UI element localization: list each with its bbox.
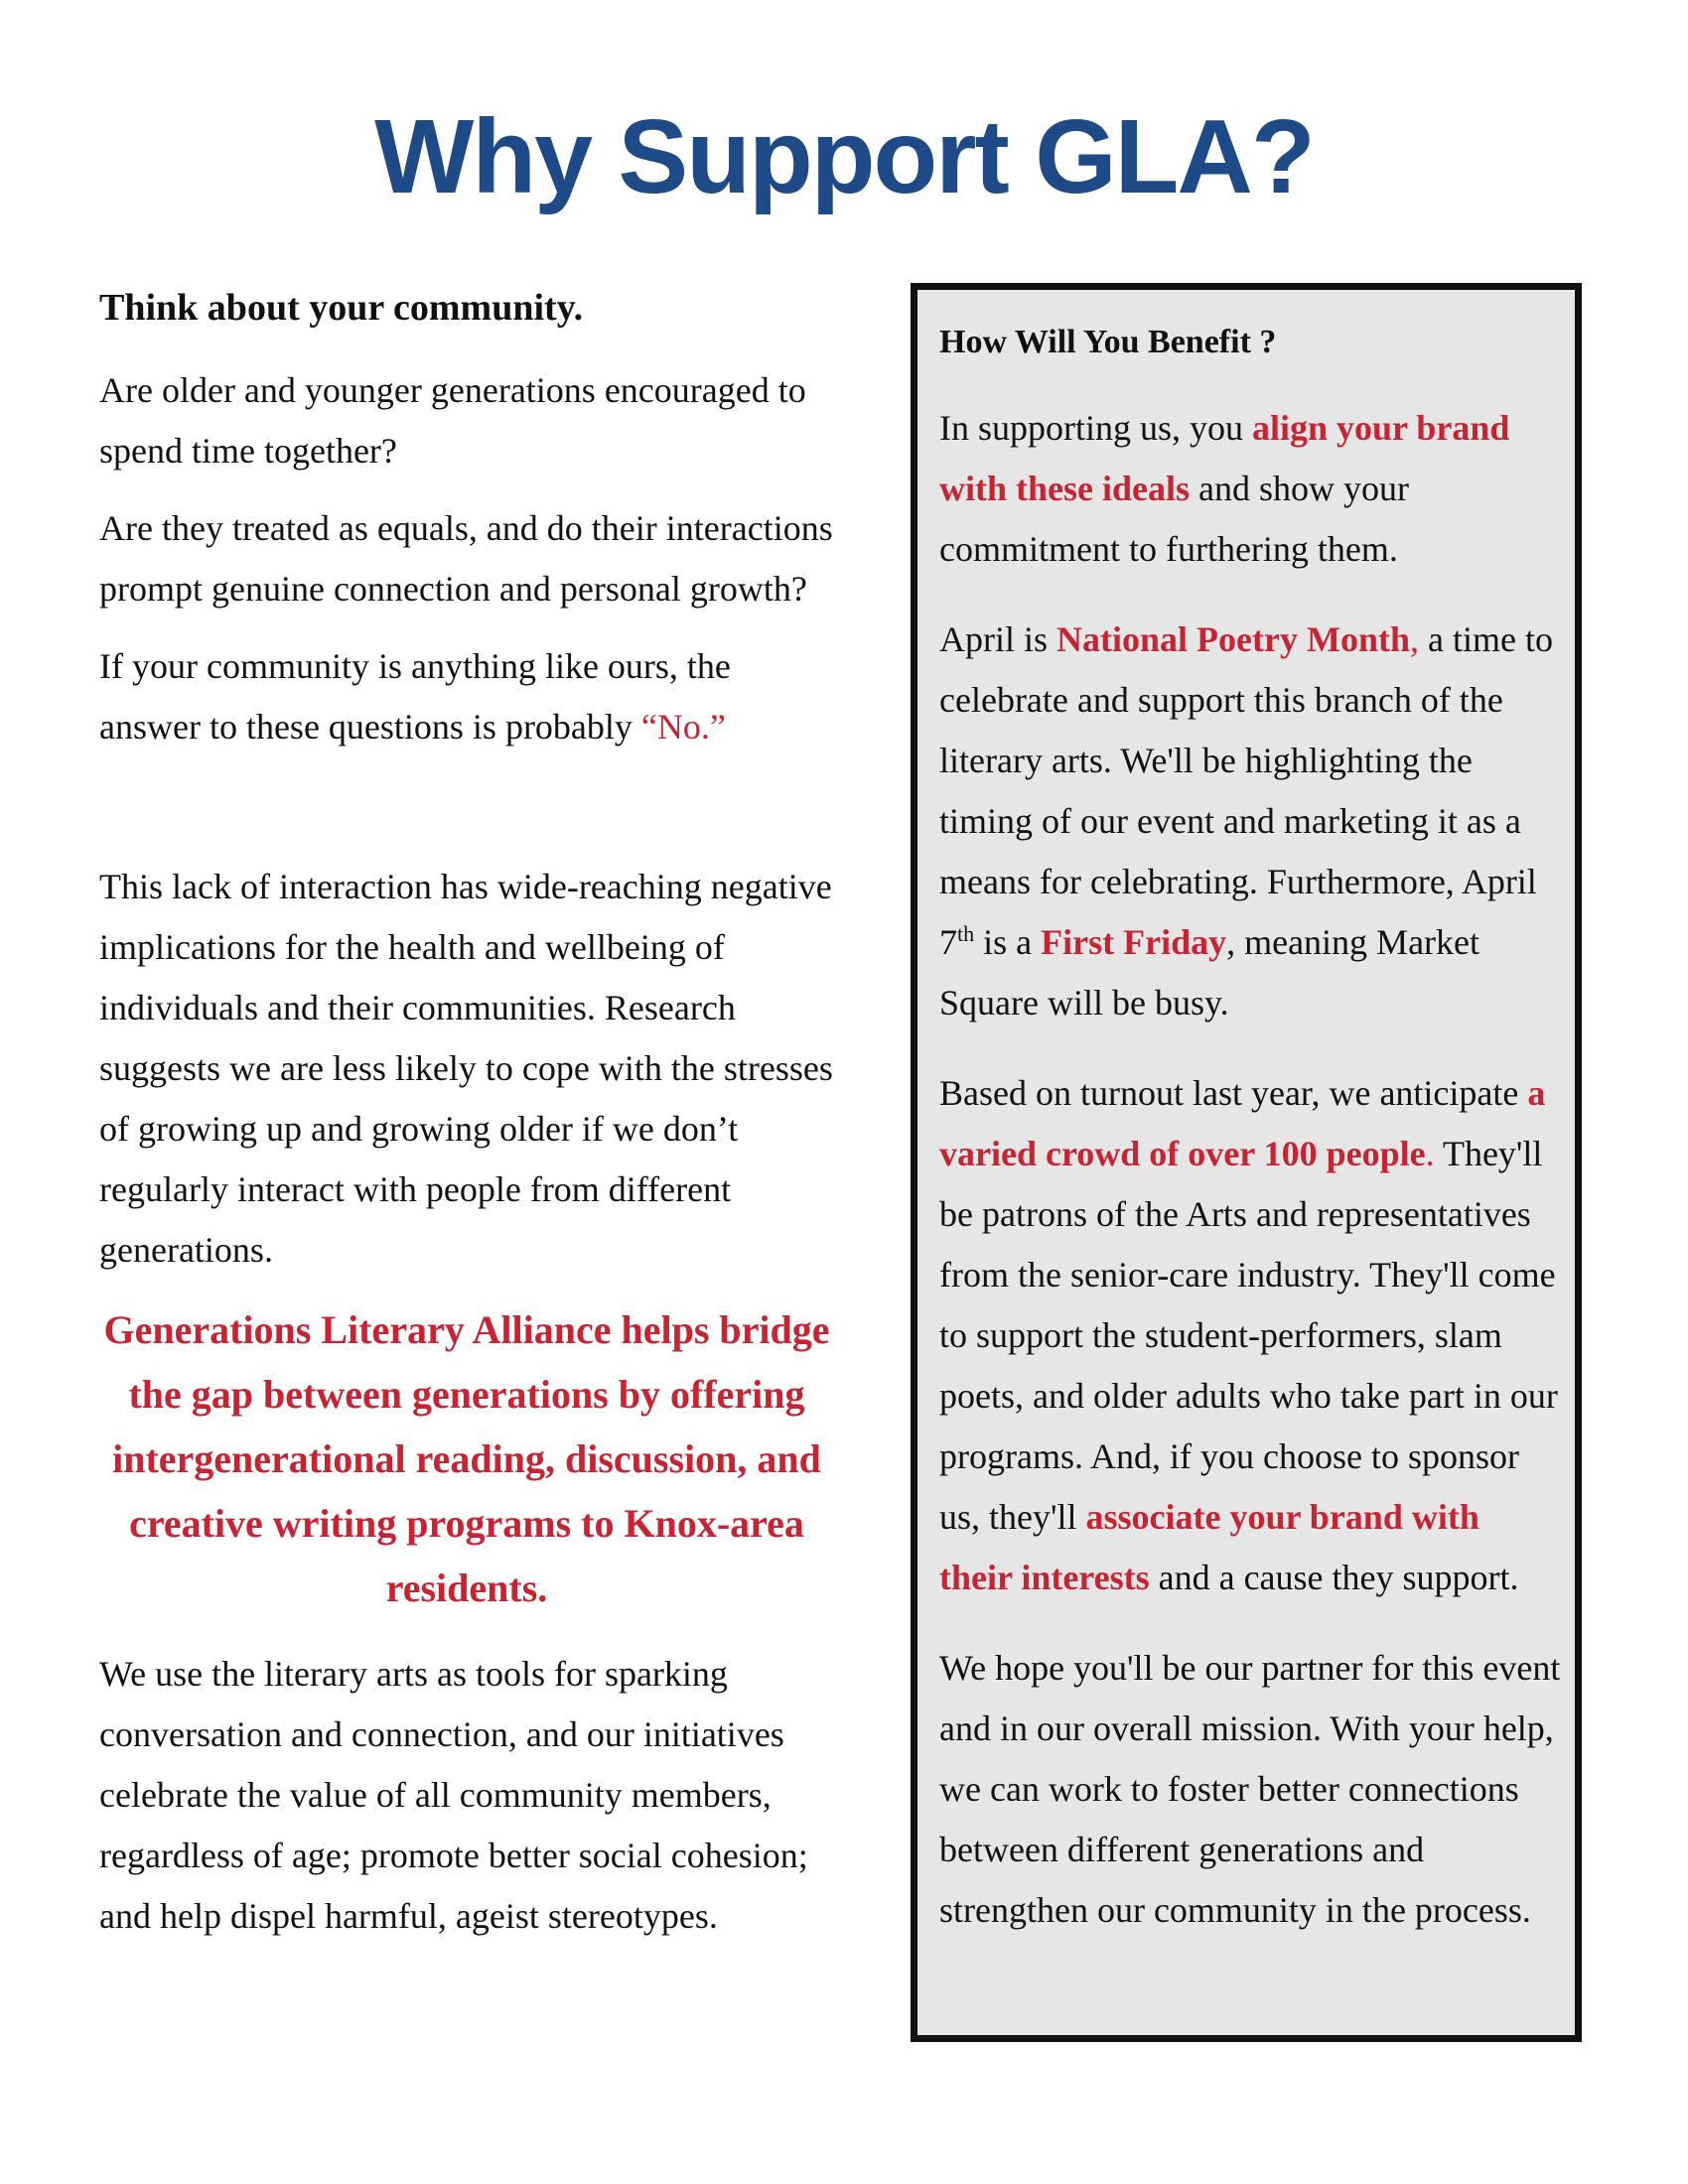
text-run: and a cause they support. xyxy=(1149,1558,1519,1597)
highlight-brand-ideals: align your brand with these ideals xyxy=(939,408,1510,508)
highlight-crowd: a varied crowd of over 100 people xyxy=(939,1073,1546,1173)
text-run: April is xyxy=(939,619,1057,659)
period: . xyxy=(1425,1134,1435,1173)
spacer xyxy=(99,774,834,857)
benefit-paragraph-2 xyxy=(939,610,1561,1033)
text-run: In supporting us, you xyxy=(939,408,1252,448)
benefit-paragraph-1 xyxy=(939,398,1561,580)
benefit-paragraph-4: We hope you'll be our partner for this event and in our overall mission. With your help, we can work to foster better connections between different generations and strengthen our community in the process. xyxy=(939,1648,1561,1930)
comma: , xyxy=(1409,619,1419,659)
benefit-heading: How Will You Benefit ? xyxy=(939,324,1277,360)
text-run: and show your commitment to furthering them. xyxy=(939,469,1409,569)
highlight-associate-brand: associate your brand with their interests xyxy=(939,1497,1479,1597)
benefit-box xyxy=(911,283,1582,2042)
text-run: , meaning Market Square will be busy. xyxy=(939,922,1480,1023)
highlight-poetry-month: National Poetry Month xyxy=(1056,619,1410,659)
question-3-text: If your community is anything like ours, the answer to these questions is probably xyxy=(99,646,731,747)
literary-arts-paragraph: We use the literary arts as tools for sparking conversation and connection, and our initiatives celebrate the value of all community members, regardless of age; promote better social cohesion; and help dispel harmful, ageist stereotypes. xyxy=(99,1654,808,1936)
question-3 xyxy=(99,636,834,757)
left-column xyxy=(99,278,834,1964)
question-1: Are older and younger generations encouraged to spend time together? xyxy=(99,370,806,471)
question-2: Are they treated as equals, and do their interactions prompt genuine connection and personal growth? xyxy=(99,508,833,609)
left-heading: Think about your community. xyxy=(99,287,584,329)
benefit-paragraph-3 xyxy=(939,1063,1561,1608)
mission-callout: Generations Literary Alliance helps bridge the gap between generations by offering intergenerational reading, discussion, and creative writing programs to Knox-area residents. xyxy=(103,1307,830,1610)
text-run: a time to celebrate and support this branch of the literary arts. We'll be highlighting the timing of our event and marketing it as a means for celebrating. Furthermore, April 7 xyxy=(939,619,1553,962)
text-run: Based on turnout last year, we anticipate xyxy=(939,1073,1528,1113)
text-run: They'll be patrons of the Arts and representatives from the senior-care industry. They'll come to support the student-performers, slam poets, and older adults who take part in our programs. And, if you choose to sponsor us, they'll xyxy=(939,1134,1558,1537)
interaction-paragraph: This lack of interaction has wide-reaching negative implications for the health and wellbeing of individuals and their communities. Research suggests we are less likely to cope with the stresses of growing up and growing older if we don’t regularly interact with people from different generations. xyxy=(99,867,833,1270)
question-3-answer: “No.” xyxy=(640,707,726,747)
highlight-first-friday: First Friday xyxy=(1041,922,1227,962)
page-title: Why Support GLA? xyxy=(374,98,1314,215)
text-run: is a xyxy=(974,922,1042,962)
ordinal-suffix: th xyxy=(957,921,975,946)
